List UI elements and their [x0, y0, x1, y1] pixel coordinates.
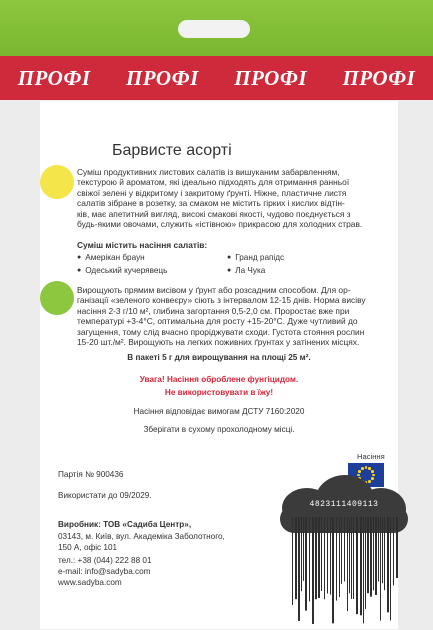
yellow-circle-icon [40, 165, 74, 199]
barcode-bar [339, 517, 340, 597]
barcode-bar [330, 517, 331, 595]
barcode-bar [347, 517, 348, 611]
seeds-origin-label: Насіння [357, 452, 385, 461]
barcode-bar [390, 517, 391, 620]
eu-star [368, 480, 371, 483]
batch-number: Партія № 900436 [58, 470, 124, 479]
description-line: ків, має апетитний вигляд, високі смакові якості, чудово поєднується з [77, 208, 351, 219]
barcode-bar [363, 517, 364, 623]
description-line: текстурою й ароматом, які ідеально підходять для отримання ранньої [77, 177, 350, 188]
producer-address: 03143, м. Київ, вул. Академіка Заболотного, [58, 532, 225, 541]
sowing-line: Вирощують прямим висівом у ґрунт або розсадним способом. Для ор- [77, 285, 351, 295]
barcode-bar [327, 517, 328, 594]
barcode-bar [384, 517, 385, 590]
barcode-bar [318, 517, 320, 598]
barcode-bar [351, 517, 352, 599]
brand-band [0, 56, 433, 100]
barcode-bar [349, 517, 350, 593]
barcode-bar [336, 517, 337, 601]
barcode-bar [298, 517, 300, 621]
standard-compliance: Насіння відповідає вимогам ДСТУ 7160:2020 [133, 407, 305, 416]
variety-item: ● Амерікан браун [77, 253, 145, 262]
hang-hole [178, 20, 250, 38]
producer-website: www.sadyba.com [58, 578, 122, 587]
barcode-bar [393, 517, 394, 585]
barcode-bar [324, 517, 325, 599]
brand-logo: ПРОФІ [342, 65, 416, 90]
barcode-bar [370, 517, 372, 597]
eu-star [361, 467, 364, 470]
barcode-rain-icon [290, 517, 400, 627]
description-line: свіжої зелені у відкритому і закритому ґрунті. Ніжне, пластичне листя [77, 187, 347, 198]
product-title: Барвисте асорті [112, 142, 232, 159]
eu-star [357, 474, 360, 477]
barcode-bar [295, 517, 297, 599]
description-paragraph [77, 167, 393, 229]
packet-weight-info: В пакеті 5 г для вирощування на площі 25 м². [127, 353, 311, 362]
barcode-bar [365, 517, 366, 609]
fungicide-warning: Увага! Насіння оброблене фунгіцидом. [139, 375, 299, 384]
barcode-bar [380, 517, 381, 621]
sowing-line: 15-20 шт./м². Вирощують на легких поживних ґрунтах у затінених місцях. [77, 337, 360, 348]
sowing-line: температурі +3-4°С, оптимальна для росту +15-20°С. Дуже чутливий до [77, 316, 358, 327]
brand-logo: ПРОФІ [17, 65, 91, 90]
barcode-bar [367, 517, 369, 593]
sowing-paragraph [77, 285, 393, 347]
sowing-line: насіння 2-3 г/10 м², глибина загортання 0,5-2,0 см. Проростає вже при [77, 305, 350, 316]
variety-item: ● Гранд рапідс [227, 253, 284, 262]
not-food-warning: Не використовувати в їжу! [164, 388, 274, 397]
mix-heading: Суміш містить насіння салатів: [77, 240, 208, 250]
barcode-bar [396, 517, 398, 578]
barcode-bar [356, 517, 358, 614]
description-line: Суміш продуктивних листових салатів із вишуканим забарвленням, [77, 167, 340, 177]
eu-star [358, 470, 361, 473]
brand-logo: ПРОФІ [234, 65, 308, 90]
barcode-bar [292, 517, 293, 605]
barcode-bar [353, 517, 354, 599]
sowing-line: загущення, тому слід вчасно проріджувати сходи. Густота стояння рослин [77, 326, 365, 337]
barcode-bar [312, 517, 314, 624]
producer-name: Виробник: ТОВ «Садиба Центр», [58, 520, 192, 529]
producer-email: e-mail: info@sadyba.com [58, 567, 151, 576]
green-circle-icon [40, 281, 74, 315]
variety-item: ● Ла Чука [227, 266, 265, 275]
barcode-bar [332, 517, 334, 623]
variety-item: ● Одеський кучерявець [77, 266, 167, 275]
description-line: салатів зібране в розетку, за смаком не містить гірких і кислих відтін- [77, 198, 345, 209]
description-line: будь-якими овочами, служить «істівною» прикрасою для холодних страв. [77, 219, 363, 230]
barcode-bar [309, 517, 310, 601]
barcode-bar [387, 517, 389, 612]
eu-star [371, 470, 374, 473]
barcode-bar [321, 517, 322, 591]
sowing-line: ганізації «зеленого конвеєру» сіють з інтервалом 12-15 днів. Норма висіву [77, 295, 366, 306]
barcode-bar [344, 517, 345, 582]
barcode-bar [303, 517, 304, 581]
use-by-date: Використати до 09/2029. [58, 491, 152, 500]
producer-phone: тел.: +38 (044) 222 88 01 [58, 556, 152, 565]
barcode-bar [341, 517, 342, 584]
brand-logo: ПРОФІ [125, 65, 199, 90]
eu-star [371, 477, 374, 480]
barcode-bar [315, 517, 317, 599]
barcode-bar [375, 517, 377, 595]
eu-star [372, 474, 375, 477]
barcode-number: 4823111409113 [309, 500, 379, 509]
barcode-bar [373, 517, 374, 590]
barcode-bar [360, 517, 362, 615]
barcode-bar [305, 517, 307, 611]
producer-address: 150 А, офіс 101 [58, 543, 118, 552]
eu-star [365, 466, 368, 469]
storage-instructions: Зберігати в сухому прохолодному місці. [143, 425, 295, 434]
barcode-bar [382, 517, 383, 583]
barcode-bar [301, 517, 302, 591]
top-green-band [0, 0, 433, 56]
barcode-bar [378, 517, 379, 581]
